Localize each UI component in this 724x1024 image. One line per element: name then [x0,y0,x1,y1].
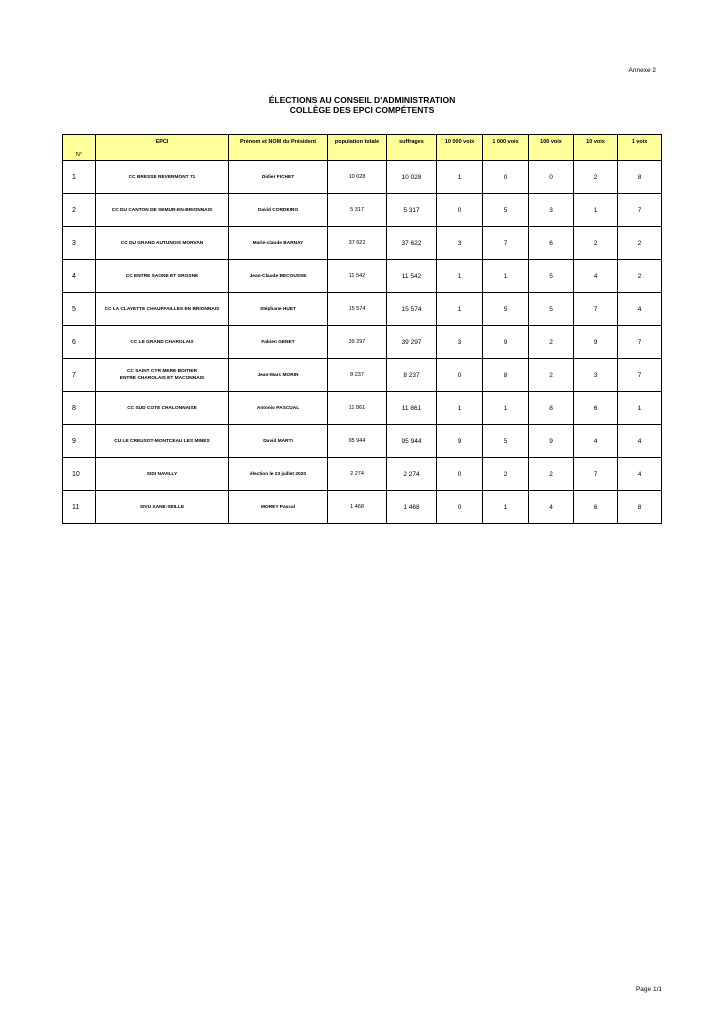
row-1-voix: 4 [618,425,662,458]
header-population: population totale [328,135,387,161]
row-10-voix: 3 [574,359,618,392]
table-row [63,326,662,359]
row-president: Stéphane HUET [229,293,328,326]
epci-name: CC SAINT CYR MERE BOITIER [126,369,198,374]
row-num: 6 [63,326,96,359]
row-num: 4 [63,260,96,293]
row-10-voix: 7 [574,458,618,491]
row-100-voix: 5 [529,260,574,293]
row-population: 5 317 [328,194,387,227]
row-president: Didier FICHET [229,161,328,194]
page-number: Page 1/1 [635,986,662,993]
epci-name: SIVU SANE-SEILLE [139,504,185,510]
epci-name: CC LA CLAYETTE CHAUFFAILLES EN BRIONNAIS [104,306,220,312]
row-10-voix: 1 [574,194,618,227]
row-1-voix: 2 [618,260,662,293]
row-num: 5 [63,293,96,326]
row-num: 1 [63,161,96,194]
row-10-voix: 2 [574,227,618,260]
row-10-voix: 4 [574,260,618,293]
row-100-voix: 2 [529,326,574,359]
epci-name: SIDI NAVILLY [146,471,178,477]
row-population: 95 944 [328,425,387,458]
row-suffrages: 2 274 [387,458,437,491]
document-title [0,95,724,115]
row-10000-voix: 1 [437,161,483,194]
row-10-voix: 2 [574,161,618,194]
row-president: MOREY Pascal [229,491,328,524]
row-10000-voix: 0 [437,491,483,524]
row-1000-voix: 5 [483,425,529,458]
row-epci [96,458,229,491]
row-1000-voix: 5 [483,293,529,326]
row-suffrages: 11 542 [387,260,437,293]
row-suffrages: 39 297 [387,326,437,359]
row-1000-voix: 9 [483,326,529,359]
header-1-voix: 1 voix [618,135,662,161]
row-epci [96,359,229,392]
row-population: 39 297 [328,326,387,359]
row-1000-voix: 1 [483,260,529,293]
row-100-voix: 3 [529,194,574,227]
row-num: 2 [63,194,96,227]
row-suffrages: 5 317 [387,194,437,227]
row-population: 2 274 [328,458,387,491]
row-10-voix: 6 [574,392,618,425]
row-suffrages: 15 574 [387,293,437,326]
row-10000-voix: 0 [437,194,483,227]
row-population: 11 542 [328,260,387,293]
row-epci [96,194,229,227]
row-1-voix: 8 [618,161,662,194]
row-epci [96,425,229,458]
row-num: 7 [63,359,96,392]
header-10-voix: 10 voix [574,135,618,161]
results-table [62,134,662,524]
row-100-voix: 4 [529,491,574,524]
header-100-voix: 100 voix [529,135,574,161]
table-row [63,491,662,524]
row-president: David CORDEIRO [229,194,328,227]
epci-name: CU LE CREUSOT-MONTCEAU LES MINES [114,438,210,444]
row-suffrages: 1 468 [387,491,437,524]
row-population: 11 861 [328,392,387,425]
table-row [63,392,662,425]
row-10000-voix: 1 [437,293,483,326]
header-1000-voix: 1 000 voix [483,135,529,161]
row-10000-voix: 1 [437,260,483,293]
table-row [63,293,662,326]
table-row [63,359,662,392]
table-row [63,260,662,293]
row-1-voix: 8 [618,491,662,524]
epci-name-line-2: ENTRE CHAROLAIS ET MACONNAIS [119,376,205,381]
row-population: 1 468 [328,491,387,524]
epci-name: CC BRESSE REVERMONT 71 [128,174,196,180]
row-100-voix: 5 [529,293,574,326]
row-president: Jean-Claude BECOUSSE [229,260,328,293]
row-1-voix: 4 [618,293,662,326]
header-num: N° [63,135,96,161]
row-num: 11 [63,491,96,524]
epci-name: CC LE GRAND CHAROLAIS [130,339,194,345]
row-num: 3 [63,227,96,260]
row-epci [96,392,229,425]
row-100-voix: 9 [529,425,574,458]
table-row [63,227,662,260]
row-1000-voix: 1 [483,491,529,524]
table-row [63,194,662,227]
table-row [63,458,662,491]
header-row [63,135,662,161]
row-1000-voix: 0 [483,161,529,194]
row-100-voix: 2 [529,359,574,392]
row-suffrages: 8 237 [387,359,437,392]
annex-label: Annexe 2 [628,67,656,74]
row-100-voix: 0 [529,161,574,194]
title-line-1: ÉLECTIONS AU CONSEIL D'ADMINISTRATION [268,95,456,105]
row-epci [96,491,229,524]
epci-name: CC DU GRAND AUTUNOIS MORVAN [120,240,204,246]
row-population: 15 574 [328,293,387,326]
row-10-voix: 9 [574,326,618,359]
row-1-voix: 2 [618,227,662,260]
row-10000-voix: 3 [437,227,483,260]
title-line-2: COLLÈGE DES EPCI COMPÉTENTS [289,105,435,115]
row-10000-voix: 1 [437,392,483,425]
row-epci [96,227,229,260]
header-epci: EPCI [96,135,229,161]
epci-name: CC SUD COTE CHALONNAISE [127,405,197,411]
row-num: 9 [63,425,96,458]
row-suffrages: 95 944 [387,425,437,458]
row-1000-voix: 8 [483,359,529,392]
row-population: 37 622 [328,227,387,260]
row-epci [96,293,229,326]
row-1-voix: 7 [618,359,662,392]
row-1-voix: 7 [618,194,662,227]
row-100-voix: 8 [529,392,574,425]
row-population: 10 028 [328,161,387,194]
row-10000-voix: 3 [437,326,483,359]
row-10-voix: 4 [574,425,618,458]
row-president: David MARTI [229,425,328,458]
row-1000-voix: 5 [483,194,529,227]
row-president: Marie-claude BARNAY [229,227,328,260]
row-epci [96,161,229,194]
row-population: 8 237 [328,359,387,392]
header-10000-voix: 10 000 voix [437,135,483,161]
row-1000-voix: 1 [483,392,529,425]
header-president: Prénom et NOM du Président [229,135,328,161]
header-suffrages: suffrages [387,135,437,161]
row-president: Antonio PASCUAL [229,392,328,425]
row-10-voix: 7 [574,293,618,326]
row-num: 10 [63,458,96,491]
row-epci [96,326,229,359]
epci-name: CC DU CANTON DE SEMUR-EN-BRIONNAIS [111,207,213,213]
row-epci [96,260,229,293]
epci-name: CC ENTRE SAONE ET GROSNE [125,273,199,279]
row-10000-voix: 0 [437,458,483,491]
row-president: Fabien GENET [229,326,328,359]
row-10000-voix: 9 [437,425,483,458]
table-row [63,425,662,458]
row-100-voix: 2 [529,458,574,491]
row-suffrages: 10 028 [387,161,437,194]
row-1-voix: 1 [618,392,662,425]
row-president: Jean-Marc MORIN [229,359,328,392]
row-1000-voix: 2 [483,458,529,491]
row-1000-voix: 7 [483,227,529,260]
row-100-voix: 6 [529,227,574,260]
table-row [63,161,662,194]
row-num: 8 [63,392,96,425]
row-suffrages: 37 622 [387,227,437,260]
row-10-voix: 6 [574,491,618,524]
row-suffrages: 11 861 [387,392,437,425]
row-1-voix: 7 [618,326,662,359]
row-1-voix: 4 [618,458,662,491]
row-president: élection le 23 juillet 2020 [229,458,328,491]
row-10000-voix: 0 [437,359,483,392]
